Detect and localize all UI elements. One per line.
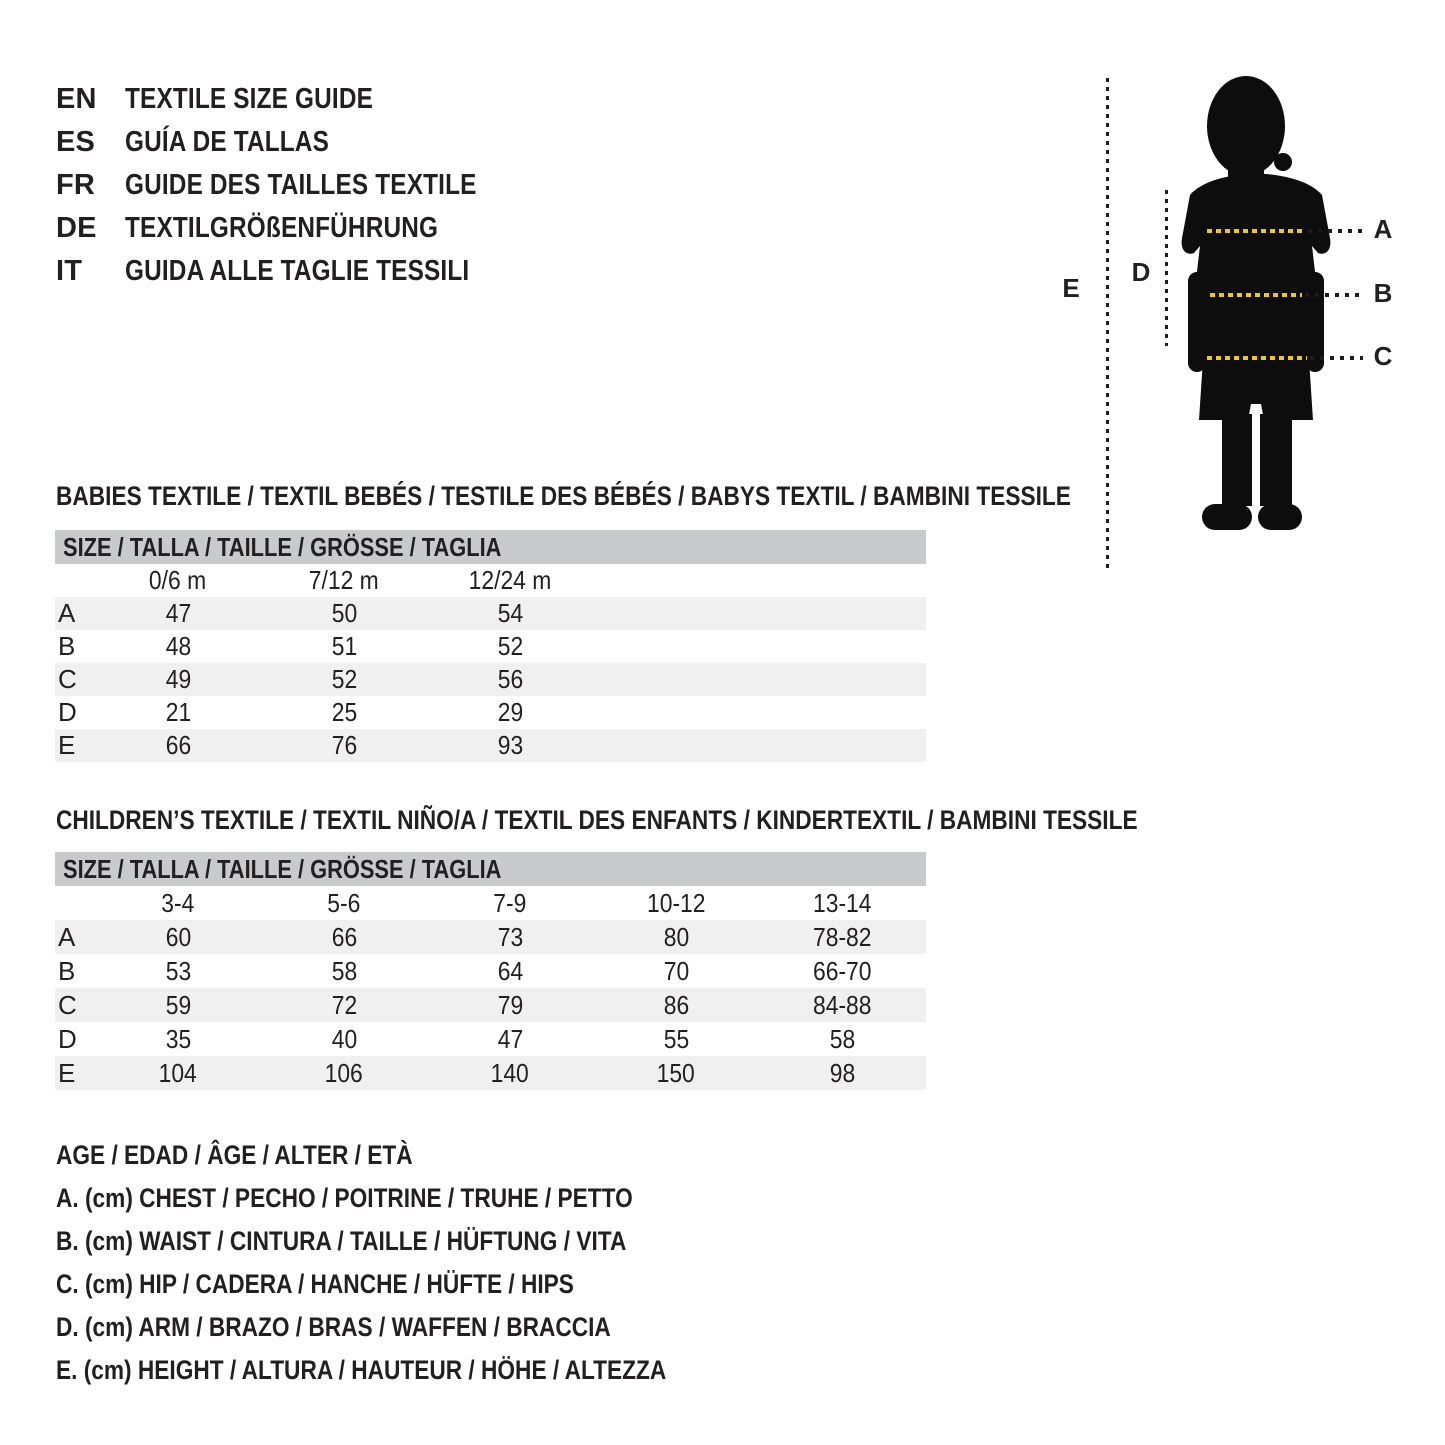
cell-value: 53 bbox=[165, 955, 191, 986]
language-title: GUIDE DES TAILLES TEXTILE bbox=[125, 169, 477, 201]
column-header bbox=[261, 565, 427, 596]
legend-text: E. (cm) HEIGHT / ALTURA / HAUTEUR / HÖHE / ALTEZZA bbox=[56, 1355, 667, 1385]
table-cell bbox=[593, 990, 759, 1021]
legend-text: D. (cm) ARM / BRAZO / BRAS / WAFFEN / BRACCIA bbox=[56, 1312, 611, 1342]
table-cell bbox=[427, 922, 593, 953]
legend-line-arm bbox=[56, 1306, 782, 1349]
column-header-text: 13-14 bbox=[812, 887, 872, 918]
babies-section-title-text: BABIES TEXTILE / TEXTIL BEBÉS / TESTILE DES BÉBÉS / BABYS TEXTIL / BAMBINI TESSILE bbox=[56, 481, 1071, 511]
table-cell bbox=[261, 1024, 427, 1055]
row-label: B bbox=[58, 631, 76, 661]
legend-line-height bbox=[56, 1349, 782, 1392]
table-cell bbox=[95, 631, 261, 662]
cell-value: 59 bbox=[165, 989, 191, 1020]
cell-value: 66 bbox=[331, 921, 357, 952]
chest-measure-dashes-yellow bbox=[1207, 229, 1305, 233]
row-label: A bbox=[58, 921, 76, 952]
table-row-d bbox=[55, 1022, 926, 1056]
table-cell bbox=[759, 956, 925, 987]
table-cell bbox=[427, 697, 593, 728]
cell-value: 21 bbox=[165, 697, 191, 727]
language-row-de bbox=[56, 207, 544, 250]
column-header-text: 7/12 m bbox=[309, 565, 379, 595]
language-row-it bbox=[56, 250, 544, 293]
cell-value: 66-70 bbox=[812, 955, 872, 986]
language-title: TEXTILE SIZE GUIDE bbox=[125, 83, 374, 115]
table-cell bbox=[95, 956, 261, 987]
cell-value: 80 bbox=[663, 921, 689, 952]
hip-measure-dashes-black bbox=[1310, 356, 1363, 360]
cell-value: 93 bbox=[497, 730, 523, 760]
table-row-a bbox=[55, 597, 926, 630]
cell-value: 79 bbox=[497, 989, 523, 1020]
table-row-e bbox=[55, 1056, 926, 1090]
table-cell bbox=[261, 1058, 427, 1089]
table-cell bbox=[261, 990, 427, 1021]
row-label: C bbox=[58, 664, 77, 694]
table-cell bbox=[759, 990, 925, 1021]
column-header bbox=[95, 565, 261, 596]
column-header bbox=[427, 565, 593, 596]
row-label: D bbox=[58, 1023, 77, 1054]
cell-value: 76 bbox=[331, 730, 357, 760]
measure-label-e: E bbox=[1062, 273, 1080, 303]
cell-value: 48 bbox=[165, 631, 191, 661]
measure-label-d: D bbox=[1131, 257, 1151, 287]
language-title: GUÍA DE TALLAS bbox=[125, 126, 329, 158]
table-cell bbox=[427, 1024, 593, 1055]
column-header bbox=[759, 888, 925, 919]
legend-line-age bbox=[56, 1134, 782, 1177]
language-row-en bbox=[56, 78, 544, 121]
table-row-b bbox=[55, 630, 926, 663]
table-cell bbox=[427, 598, 593, 629]
table-cell bbox=[593, 1058, 759, 1089]
cell-value: 58 bbox=[829, 1023, 855, 1054]
measure-label-a: A bbox=[1373, 214, 1393, 244]
cell-value: 140 bbox=[490, 1057, 530, 1088]
cell-value: 29 bbox=[497, 697, 523, 727]
table-cell bbox=[593, 1024, 759, 1055]
table-cell bbox=[759, 922, 925, 953]
table-cell bbox=[261, 922, 427, 953]
cell-value: 66 bbox=[165, 730, 191, 760]
hip-measure-dashes-yellow bbox=[1207, 356, 1307, 360]
table-cell bbox=[759, 1058, 925, 1089]
table-row-b bbox=[55, 954, 926, 988]
legend-text: B. (cm) WAIST / CINTURA / TAILLE / HÜFTUNG / VITA bbox=[56, 1226, 627, 1256]
measure-label-c: C bbox=[1373, 341, 1393, 371]
table-cell bbox=[427, 956, 593, 987]
legend-line-waist bbox=[56, 1220, 782, 1263]
cell-value: 72 bbox=[331, 989, 357, 1020]
language-header bbox=[56, 78, 544, 293]
cell-value: 78-82 bbox=[812, 921, 872, 952]
cell-value: 54 bbox=[497, 598, 523, 628]
cell-value: 150 bbox=[656, 1057, 696, 1088]
child-silhouette-image bbox=[1180, 76, 1332, 536]
table-cell bbox=[261, 664, 427, 695]
table-cell bbox=[759, 1024, 925, 1055]
babies-section-title bbox=[56, 481, 1264, 512]
column-header bbox=[427, 888, 593, 919]
babies-size-table bbox=[55, 530, 926, 762]
language-code: DE bbox=[56, 212, 97, 244]
table-cell bbox=[95, 598, 261, 629]
measure-label-b: B bbox=[1373, 278, 1393, 308]
cell-value: 47 bbox=[497, 1023, 523, 1054]
cell-value: 98 bbox=[829, 1057, 855, 1088]
table-cell bbox=[427, 1058, 593, 1089]
row-label: C bbox=[58, 989, 77, 1020]
cell-value: 64 bbox=[497, 955, 523, 986]
language-title: TEXTILGRÖßENFÜHRUNG bbox=[125, 212, 439, 244]
language-row-fr bbox=[56, 164, 544, 207]
children-size-header-bar bbox=[55, 852, 926, 886]
cell-value: 50 bbox=[331, 598, 357, 628]
waist-measure-dashes-yellow bbox=[1210, 293, 1302, 297]
cell-value: 35 bbox=[165, 1023, 191, 1054]
table-cell bbox=[95, 1058, 261, 1089]
arm-measure-line-d bbox=[1165, 190, 1168, 346]
row-label: E bbox=[58, 1057, 76, 1088]
legend-text: A. (cm) CHEST / PECHO / POITRINE / TRUHE / PETTO bbox=[56, 1183, 633, 1213]
legend-line-chest bbox=[56, 1177, 782, 1220]
column-header-text: 5-6 bbox=[327, 887, 361, 918]
cell-value: 52 bbox=[331, 664, 357, 694]
table-cell bbox=[427, 631, 593, 662]
language-code: EN bbox=[56, 83, 97, 115]
children-size-table bbox=[55, 852, 926, 1090]
cell-value: 56 bbox=[497, 664, 523, 694]
language-title: GUIDA ALLE TAGLIE TESSILI bbox=[125, 255, 470, 287]
table-cell bbox=[95, 1024, 261, 1055]
cell-value: 84-88 bbox=[812, 989, 872, 1020]
table-row-c bbox=[55, 663, 926, 696]
cell-value: 104 bbox=[158, 1057, 198, 1088]
table-cell bbox=[261, 598, 427, 629]
babies-column-header-row bbox=[55, 564, 926, 597]
table-cell bbox=[261, 730, 427, 761]
table-row-c bbox=[55, 988, 926, 1022]
table-cell bbox=[95, 730, 261, 761]
row-label: E bbox=[58, 730, 76, 760]
children-column-header-row bbox=[55, 886, 926, 920]
size-header-text: SIZE / TALLA / TAILLE / GRÖSSE / TAGLIA bbox=[63, 531, 502, 562]
row-label: B bbox=[58, 955, 76, 986]
column-header-text: 10-12 bbox=[646, 887, 706, 918]
table-row-e bbox=[55, 729, 926, 762]
legend-text: C. (cm) HIP / CADERA / HANCHE / HÜFTE / HIPS bbox=[56, 1269, 574, 1299]
chest-measure-dashes-black bbox=[1308, 229, 1363, 233]
legend-text: AGE / EDAD / ÂGE / ALTER / ETÀ bbox=[56, 1140, 413, 1170]
cell-value: 55 bbox=[663, 1023, 689, 1054]
language-code: IT bbox=[56, 255, 83, 287]
table-row-a bbox=[55, 920, 926, 954]
column-header bbox=[593, 888, 759, 919]
column-header-text: 7-9 bbox=[493, 887, 527, 918]
size-header-text: SIZE / TALLA / TAILLE / GRÖSSE / TAGLIA bbox=[63, 853, 502, 884]
cell-value: 106 bbox=[324, 1057, 364, 1088]
column-header-text: 3-4 bbox=[161, 887, 195, 918]
language-code: ES bbox=[56, 126, 96, 158]
cell-value: 25 bbox=[331, 697, 357, 727]
table-cell bbox=[427, 664, 593, 695]
waist-measure-dashes-black bbox=[1305, 293, 1363, 297]
cell-value: 51 bbox=[331, 631, 357, 661]
table-cell bbox=[95, 697, 261, 728]
table-cell bbox=[261, 697, 427, 728]
cell-value: 70 bbox=[663, 955, 689, 986]
table-cell bbox=[593, 956, 759, 987]
legend-line-hip bbox=[56, 1263, 782, 1306]
language-row-es bbox=[56, 121, 544, 164]
cell-value: 49 bbox=[165, 664, 191, 694]
table-row-d bbox=[55, 696, 926, 729]
table-cell bbox=[593, 922, 759, 953]
cell-value: 40 bbox=[331, 1023, 357, 1054]
measurement-legend bbox=[56, 1134, 782, 1392]
cell-value: 60 bbox=[165, 921, 191, 952]
cell-value: 73 bbox=[497, 921, 523, 952]
cell-value: 58 bbox=[331, 955, 357, 986]
column-header-text: 0/6 m bbox=[149, 565, 207, 595]
babies-size-header-bar bbox=[55, 530, 926, 564]
row-label: A bbox=[58, 598, 76, 628]
table-cell bbox=[95, 922, 261, 953]
table-cell bbox=[427, 990, 593, 1021]
children-section-title-text: CHILDREN’S TEXTILE / TEXTIL NIÑO/A / TEXTIL DES ENFANTS / KINDERTEXTIL / BAMBINI TESSILE bbox=[56, 805, 1138, 835]
table-cell bbox=[95, 664, 261, 695]
children-section-title bbox=[56, 805, 1344, 836]
cell-value: 47 bbox=[165, 598, 191, 628]
row-label: D bbox=[58, 697, 77, 727]
column-header bbox=[261, 888, 427, 919]
table-cell bbox=[427, 730, 593, 761]
table-cell bbox=[261, 956, 427, 987]
table-cell bbox=[261, 631, 427, 662]
column-header bbox=[95, 888, 261, 919]
table-cell bbox=[95, 990, 261, 1021]
cell-value: 52 bbox=[497, 631, 523, 661]
language-code: FR bbox=[56, 169, 96, 201]
column-header-text: 12/24 m bbox=[468, 565, 552, 595]
cell-value: 86 bbox=[663, 989, 689, 1020]
